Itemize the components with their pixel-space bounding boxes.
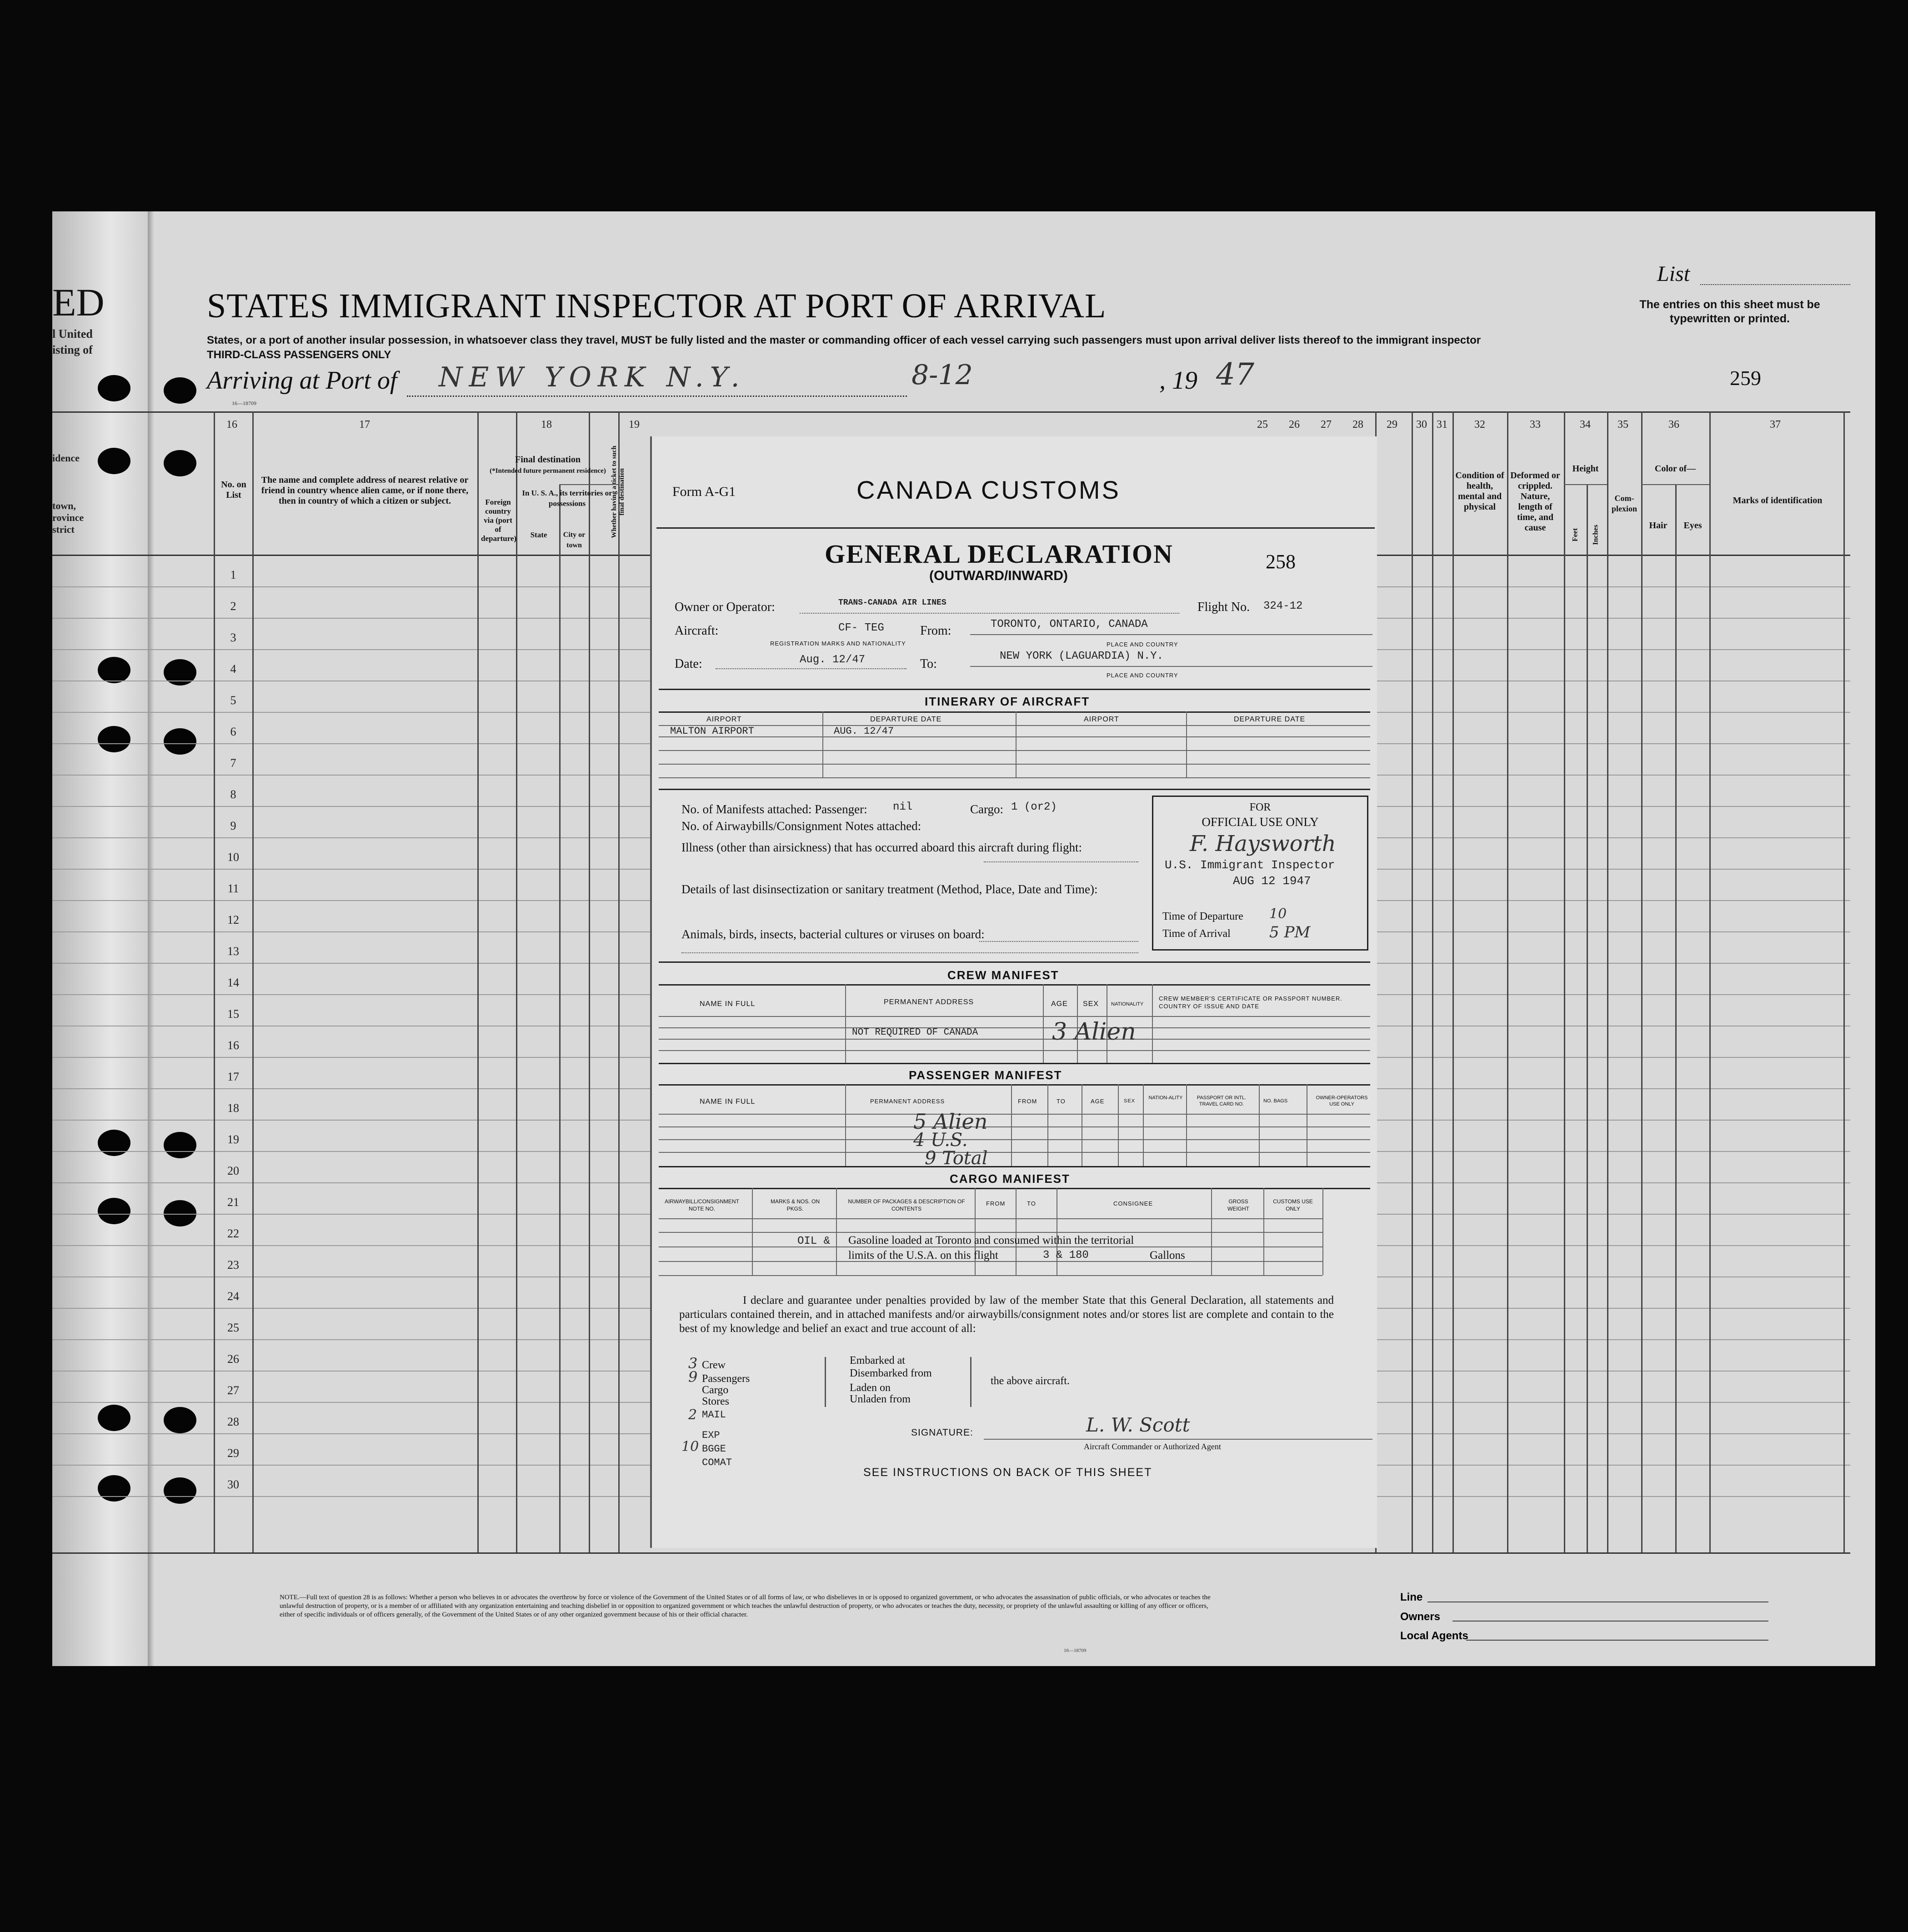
colnum: 31 <box>1437 419 1447 430</box>
port-handwritten: NEW YORK N.Y. <box>439 361 746 393</box>
general-declaration-form <box>650 436 1377 1548</box>
colnum: 37 <box>1770 419 1781 430</box>
hdr-ticket: Whether having a ticket to such final destination <box>611 445 626 538</box>
airwaybills-label: No. of Airwaybills/Consignment Notes attached: <box>681 819 921 833</box>
crew-hdr-address: PERMANENT ADDRESS <box>884 998 974 1006</box>
row-number: 23 <box>227 1258 239 1271</box>
above-aircraft: the above aircraft. <box>991 1375 1070 1387</box>
hdr-eyes: Eyes <box>1683 521 1702 531</box>
colnum: 33 <box>1530 419 1541 430</box>
row-number: 19 <box>227 1133 239 1146</box>
row-number: 13 <box>227 945 239 958</box>
punch-hole <box>98 657 130 683</box>
punch-hole <box>164 1200 196 1226</box>
row-number: 7 <box>230 756 236 770</box>
aircraft-value: CF- TEG <box>838 622 884 634</box>
entries-note: The entries on this sheet must be typewritten or printed. <box>1639 298 1820 325</box>
sheet-number: 259 <box>1730 366 1761 390</box>
colnum: 32 <box>1474 419 1485 430</box>
punch-hole <box>164 1132 196 1158</box>
agents-label: Local Agents <box>1400 1630 1468 1642</box>
edge-line1: l United <box>52 327 93 340</box>
registration-note: REGISTRATION MARKS AND NATIONALITY <box>770 640 906 647</box>
hdr-color-of: Color of— <box>1654 464 1696 474</box>
punch-hole <box>98 1405 130 1431</box>
row-number: 15 <box>227 1007 239 1021</box>
mail-num: 2 <box>688 1407 697 1423</box>
row-number: 6 <box>230 725 236 738</box>
crew-hdr-name: NAME IN FULL <box>700 1000 756 1008</box>
cargo-word: Cargo <box>702 1384 729 1396</box>
colnum: 34 <box>1580 419 1591 430</box>
row-number: 9 <box>230 819 236 832</box>
row-number: 8 <box>230 788 236 801</box>
time-departure-value: 10 <box>1269 906 1287 922</box>
punch-hole <box>98 375 130 401</box>
comat-word: COMAT <box>702 1457 732 1468</box>
bgge-num: 10 <box>681 1439 699 1455</box>
crew-hdr-age: AGE <box>1051 1000 1068 1008</box>
footer-note: NOTE.—Full text of question 28 is as follows: Whether a person who believes in or advocates the overthrow by force or violence of the Government of the United States or of all forms of law, or who disbelieves in or is opposed to organized government, or who advocates the assassination of public officials, or who advocates or teaches the unlawful destruction of property, or is a member of or affiliated with any organization entertaining and teaching disbelief in or opposition to organized government or which teaches the unlawful destruction of property, or who advocates or teaches the duty, necessity, or propriety of the unlawful assaulting or killing of any officer or officers, either of specific individuals or of officers generally, of the Government of the United States or of any other organized government because of his or their official character. <box>280 1594 1211 1618</box>
row-number: 5 <box>230 694 236 707</box>
laden-on: Laden on <box>850 1382 891 1394</box>
punch-hole <box>164 377 196 404</box>
cargo-hdr-packages: NUMBER OF PACKAGES & DESCRIPTION OF CONTENTS <box>848 1198 965 1212</box>
row-number: 3 <box>230 631 236 644</box>
crew-handwritten: 3 Alien <box>1052 1018 1136 1046</box>
row-number: 26 <box>227 1352 239 1366</box>
itinerary-title: ITINERARY OF AIRCRAFT <box>925 695 1090 708</box>
cargo-hdr-consignee: CONSIGNEE <box>1113 1200 1153 1207</box>
row-number: 21 <box>227 1196 239 1209</box>
cargo-count-value: 1 (or2) <box>1011 801 1057 813</box>
instructions: SEE INSTRUCTIONS ON BACK OF THIS SHEET <box>863 1466 1152 1479</box>
colnum: 26 <box>1289 419 1300 430</box>
to-label: To: <box>920 657 937 671</box>
manifests-passenger: nil <box>893 801 913 813</box>
itin-hdr-airport-2: AIRPORT <box>1084 716 1119 723</box>
date-value: Aug. 12/47 <box>800 654 866 666</box>
date-label: Date: <box>675 657 702 671</box>
flight-label: Flight No. <box>1197 600 1250 614</box>
colnum: 17 <box>359 419 370 430</box>
colnum: 18 <box>541 419 552 430</box>
page-title: STATES IMMIGRANT INSPECTOR AT PORT OF ARRIVAL <box>207 287 1107 325</box>
official-use-box <box>1152 796 1368 951</box>
place-country-note: PLACE AND COUNTRY <box>1107 641 1178 648</box>
time-departure-label: Time of Departure <box>1162 911 1243 922</box>
official-signature: F. Haysworth <box>1190 831 1336 856</box>
itin-hdr-date-2: DEPARTURE DATE <box>1234 716 1306 723</box>
left-fold <box>52 211 150 1666</box>
cargo-hdr-airwaybill: AIRWAYBILL/CONSIGNMENT NOTE NO. <box>665 1198 739 1212</box>
cargo-hdr-marks: MARKS & NOS. ON PKGS. <box>770 1198 820 1212</box>
crew-title: CREW MANIFEST <box>947 968 1059 982</box>
declaration-text: I declare and guarantee under penalties provided by law of the member State that this General Declaration, all statements and particulars contained therein, and in attached manifests and/or airwaybills/consignment notes and/or stores list are complete and contain to the best of my knowledge and belief an exact and true account of all: <box>679 1294 1334 1335</box>
from-value: TORONTO, ONTARIO, CANADA <box>991 618 1148 631</box>
official-use-label: OFFICIAL USE ONLY <box>1202 815 1319 829</box>
embarked-at: Embarked at <box>850 1355 905 1366</box>
to-value: NEW YORK (LAGUARDIA) N.Y. <box>1000 650 1164 662</box>
colnum: 28 <box>1352 419 1363 430</box>
row-number: 30 <box>227 1478 239 1491</box>
fold-shadow <box>148 211 154 1666</box>
hdr-deformed: Deformed or crippled. Nature, length of time, and cause <box>1510 470 1560 533</box>
punch-hole <box>164 1477 196 1504</box>
punch-hole <box>164 450 196 476</box>
hdr-no-on-list: No. on List <box>221 480 246 500</box>
official-stamp-2: AUG 12 1947 <box>1233 874 1311 888</box>
pass-hdr-to: TO <box>1057 1098 1066 1105</box>
crew-hdr-nationality: NATIONALITY <box>1111 1001 1144 1007</box>
bgge-word: BGGE <box>702 1443 726 1455</box>
pass-word: Passengers <box>702 1373 750 1385</box>
row-number: 1 <box>230 568 236 581</box>
disinsect-label: Details of last disinsectization or sanitary treatment (Method, Place, Date and Time): <box>681 882 1098 896</box>
class-line: THIRD-CLASS PASSENGERS ONLY <box>207 349 391 361</box>
official-for: FOR <box>1249 801 1271 813</box>
row-number: 12 <box>227 913 239 926</box>
itin-hdr-airport-1: AIRPORT <box>706 716 742 723</box>
pass-hdr-sex: SEX <box>1124 1098 1136 1104</box>
illness-label: Illness (other than airsickness) that has occurred aboard this aircraft during flight: <box>681 841 1082 854</box>
pass-hdr-address: PERMANENT ADDRESS <box>870 1098 945 1105</box>
row-number: 18 <box>227 1101 239 1115</box>
cargo-hdr-from: FROM <box>986 1200 1006 1207</box>
hdr-state: State <box>530 531 547 539</box>
line-label: Line <box>1400 1591 1423 1603</box>
passenger-title: PASSENGER MANIFEST <box>909 1068 1062 1082</box>
punch-hole <box>164 659 196 686</box>
unladen-from: Unladen from <box>850 1393 911 1405</box>
punch-hole <box>164 728 196 755</box>
edge-fragment: ED <box>52 280 105 324</box>
punch-hole <box>98 1198 130 1224</box>
year-prefix: , 19 <box>1159 366 1197 395</box>
itin-date: AUG. 12/47 <box>834 726 894 737</box>
crew-row-text: NOT REQUIRED OF CANADA <box>852 1027 978 1038</box>
row-number: 16 <box>227 1039 239 1052</box>
animals-label: Animals, birds, insects, bacterial cultures or viruses on board: <box>681 927 985 941</box>
itin-hdr-date-1: DEPARTURE DATE <box>870 716 942 723</box>
colnum: 27 <box>1321 419 1332 430</box>
hdr-feet: Feet <box>1571 528 1579 542</box>
row-number: 29 <box>227 1446 239 1460</box>
footer-code: 16—18709 <box>1064 1648 1087 1653</box>
hdr-height: Height <box>1572 464 1599 474</box>
mail-word: MAIL <box>702 1409 726 1421</box>
time-arrival-label: Time of Arrival <box>1162 928 1231 940</box>
hdr-final-destination: Final destination <box>515 455 581 465</box>
cargo-hdr-customs: CUSTOMS USE ONLY <box>1273 1198 1313 1212</box>
form-number: Form A-G1 <box>672 484 736 499</box>
cargo-oil: OIL & <box>797 1235 831 1247</box>
agency-title: CANADA CUSTOMS <box>856 475 1121 504</box>
cargo-line-2: limits of the U.S.A. on this flight <box>848 1249 998 1261</box>
row-number: 24 <box>227 1290 239 1303</box>
punch-hole <box>98 1130 130 1156</box>
hdr-foreign-country: Foreign country via (port of departure) <box>481 498 517 543</box>
row-number: 4 <box>230 662 236 676</box>
row-number: 11 <box>227 882 239 895</box>
pass-num: 9 <box>688 1368 698 1386</box>
cargo-hdr-weight: GROSS WEIGHT <box>1227 1198 1249 1212</box>
colnum: 19 <box>629 419 640 430</box>
cargo-line-1: Gasoline loaded at Toronto and consumed within the territorial <box>848 1234 1134 1246</box>
disembarked-from: Disembarked from <box>850 1367 932 1379</box>
year-handwritten: 47 <box>1216 357 1254 392</box>
hdr-in-usa: In U. S. A., its territories or possessions <box>522 489 612 508</box>
hdr-hair: Hair <box>1649 521 1668 531</box>
colnum: 36 <box>1668 419 1679 430</box>
row-number: 22 <box>227 1227 239 1240</box>
official-stamp-1: U.S. Immigrant Inspector <box>1165 858 1335 872</box>
place-country-note-2: PLACE AND COUNTRY <box>1107 672 1178 679</box>
colnum: 30 <box>1416 419 1427 430</box>
colnum: 29 <box>1387 419 1397 430</box>
colnum: 16 <box>226 419 237 430</box>
pass-hdr-age: AGE <box>1091 1098 1105 1105</box>
row-number: 2 <box>230 600 236 613</box>
cargo-hdr-to: TO <box>1027 1200 1036 1207</box>
pass-hdr-owner: OWNER-OPERATORS USE ONLY <box>1316 1095 1368 1107</box>
stores-word: Stores <box>702 1396 729 1407</box>
cargo-title: CARGO MANIFEST <box>950 1172 1070 1186</box>
pass-hdr-nationality: NATION-ALITY <box>1148 1095 1183 1101</box>
decl-number: 258 <box>1266 551 1296 573</box>
punch-hole <box>98 448 130 474</box>
row-number: 10 <box>227 851 239 864</box>
row-number: 28 <box>227 1415 239 1428</box>
pass-hdr-from: FROM <box>1018 1098 1037 1105</box>
colnum: 25 <box>1257 419 1268 430</box>
date-handwritten: 8-12 <box>911 359 973 391</box>
hdr-city: City or town <box>563 531 586 549</box>
hdr-final-note: (*Intended future permanent residence) <box>490 467 606 475</box>
pass-hdr-bags: NO. BAGS <box>1263 1098 1288 1104</box>
time-arrival-value: 5 PM <box>1269 923 1311 941</box>
aircraft-label: Aircraft: <box>675 624 719 638</box>
form-code: 16—18709 <box>232 400 256 406</box>
punch-hole <box>98 726 130 752</box>
row-number: 27 <box>227 1384 239 1397</box>
hdr-complexion: Com-plexion <box>1611 494 1637 513</box>
page-subtitle: States, or a port of another insular possession, in whatsoever class they travel, MUST be fully listed and the master or commanding officer of each vessel carrying such passengers must upon arrival deliver lists thereof to the immigrant inspector <box>207 334 1481 346</box>
pass-hand-us: 4 U.S. <box>913 1130 968 1151</box>
manifest-sheet <box>52 211 1875 1666</box>
exp-word: EXP <box>702 1430 720 1441</box>
signature-label: SIGNATURE: <box>911 1427 973 1438</box>
punch-hole <box>164 1407 196 1433</box>
colnum: 35 <box>1618 419 1628 430</box>
owner-label: Owner or Operator: <box>675 600 775 614</box>
commander-label: Aircraft Commander or Authorized Agent <box>1084 1442 1221 1451</box>
hdr-condition: Condition of health, mental and physical <box>1455 470 1504 512</box>
owners-label: Owners <box>1400 1611 1441 1623</box>
arriving-label: Arriving at Port of <box>207 366 397 395</box>
left-residence: idence <box>52 452 80 464</box>
decl-title: GENERAL DECLARATION <box>825 539 1173 569</box>
owner-value: TRANS-CANADA AIR LINES <box>838 598 946 607</box>
row-number: 17 <box>227 1070 239 1083</box>
pass-hdr-passport: PASSPORT OR INTL. TRAVEL CARD NO. <box>1197 1095 1247 1107</box>
row-number: 14 <box>227 976 239 989</box>
left-town: town, rovince strict <box>52 500 84 535</box>
punch-hole <box>98 1475 130 1502</box>
pass-hand-alien: 5 Alien <box>913 1109 988 1134</box>
row-number: 20 <box>227 1164 239 1177</box>
edge-line2: isting of <box>52 343 93 356</box>
cargo-unit: Gallons <box>1150 1249 1185 1261</box>
from-label: From: <box>920 624 951 638</box>
crew-hdr-sex: SEX <box>1083 1000 1099 1008</box>
pass-hand-total: 9 Total <box>925 1148 988 1169</box>
itin-airport: MALTON AIRPORT <box>670 726 754 737</box>
row-number: 25 <box>227 1321 239 1334</box>
crew-num: 3 <box>688 1355 698 1372</box>
manifests-label: No. of Manifests attached: Passenger: <box>681 802 867 816</box>
decl-direction: (OUTWARD/INWARD) <box>929 568 1068 583</box>
crew-hdr-certificate: CREW MEMBER'S CERTIFICATE OR PASSPORT NUMBER. COUNTRY OF ISSUE AND DATE <box>1159 995 1342 1010</box>
cargo-qty: 3 & 180 <box>1043 1249 1089 1261</box>
crew-word: Crew <box>702 1359 726 1371</box>
hdr-marks: Marks of identification <box>1733 496 1823 506</box>
cargo-count-label: Cargo: <box>970 802 1003 816</box>
hdr-inches: Inches <box>1592 525 1600 545</box>
flight-value: 324-12 <box>1263 600 1303 612</box>
hdr-relative: The name and complete address of nearest relative or friend in country whence alien came, or if none there, then in country of which a citizen or subject. <box>261 475 469 506</box>
list-label: List <box>1657 262 1690 286</box>
pass-hdr-name: NAME IN FULL <box>700 1098 756 1106</box>
signature-hand: L. W. Scott <box>1086 1414 1190 1436</box>
